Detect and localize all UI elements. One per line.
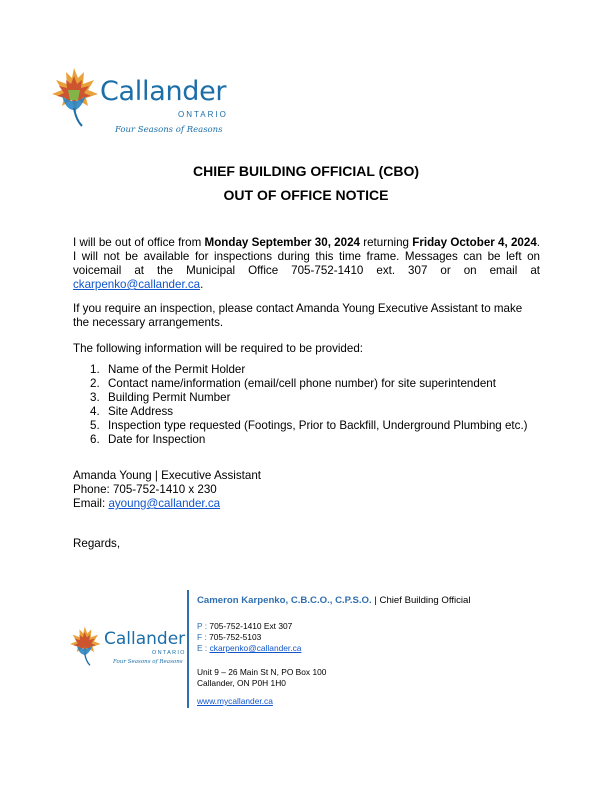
closing-regards: Regards, bbox=[73, 537, 121, 550]
assistant-email-label: Email: bbox=[73, 497, 109, 510]
signature-website-row bbox=[197, 696, 273, 707]
address-line2: Callander, ON P0H 1H0 bbox=[197, 678, 286, 688]
list-item-text: Date for Inspection bbox=[108, 432, 206, 446]
fax-value: 705-752-5103 bbox=[209, 632, 262, 642]
required-info-list bbox=[73, 363, 528, 446]
signature-phone-row: P : 705-752-1410 Ext 307 bbox=[197, 621, 293, 631]
list-item: 6. Date for Inspection bbox=[90, 432, 206, 446]
signature-name-row bbox=[197, 595, 471, 606]
para1-text4: . bbox=[200, 278, 204, 291]
notice-title-line1: CHIEF BUILDING OFFICIAL (CBO) bbox=[192, 163, 420, 179]
assistant-name: Amanda Young | Executive Assistant bbox=[73, 469, 261, 482]
assistant-contact bbox=[73, 469, 261, 511]
signature-fax-row: F : 705-752-5103 bbox=[197, 632, 262, 642]
signature-logo-wordmark: Callander bbox=[104, 629, 186, 649]
signature-logo bbox=[70, 625, 185, 670]
list-item-text: Inspection type requested (Footings, Prior to Backfill, Underground Plumbing etc.) bbox=[108, 418, 528, 432]
notice-paragraph-dates bbox=[73, 236, 540, 292]
signature-logo-tagline: Four Seasons of Reasons bbox=[113, 659, 183, 665]
list-item-text: Name of the Permit Holder bbox=[108, 363, 246, 376]
signature-contact-lines bbox=[197, 621, 301, 654]
fax-label: F bbox=[197, 632, 203, 642]
para1-text1: I will be out of office from bbox=[73, 236, 205, 249]
signature-address bbox=[197, 667, 326, 689]
address-line1: Unit 9 – 26 Main St N, PO Box 100 bbox=[197, 667, 327, 677]
logo-wordmark: Callander bbox=[100, 76, 227, 107]
assistant-phone: Phone: 705-752-1410 x 230 bbox=[73, 483, 217, 496]
signature-email-row: E : ckarpenko@callander.ca bbox=[197, 643, 302, 653]
para1-text2: returning bbox=[359, 236, 413, 249]
maple-leaf-icon bbox=[70, 625, 102, 667]
signature-divider bbox=[187, 590, 189, 708]
out-date: Monday September 30, 2024 bbox=[204, 236, 360, 249]
return-date: Friday October 4, 2024 bbox=[412, 236, 537, 249]
list-item: 4. Site Address bbox=[90, 404, 174, 418]
assistant-email-row bbox=[73, 497, 261, 511]
logo-province: ONTARIO bbox=[178, 110, 228, 119]
email-label: E bbox=[197, 643, 203, 653]
list-item: 5. Inspection type requested (Footings, Prior to Backfill, Underground Plumbing etc.) bbox=[90, 418, 528, 432]
list-item: 2. Contact name/information (email/cell phone number) for site superintendent bbox=[90, 376, 496, 390]
signature-title: Chief Building Official bbox=[379, 595, 471, 606]
signature-email-link[interactable]: ckarpenko@callander.ca bbox=[209, 643, 302, 653]
signature-separator: | bbox=[371, 595, 380, 606]
notice-title-line2: OUT OF OFFICE NOTICE bbox=[223, 187, 389, 203]
notice-paragraph-requirements: The following information will be required to be provided: bbox=[73, 342, 364, 355]
maple-leaf-icon bbox=[52, 66, 100, 128]
signature-name: Cameron Karpenko, C.B.C.O., C.P.S.O. bbox=[197, 595, 372, 606]
website-link[interactable]: www.mycallander.ca bbox=[197, 696, 273, 706]
phone-label: P bbox=[197, 621, 203, 631]
logo-tagline: Four Seasons of Reasons bbox=[115, 125, 223, 135]
para1-text3: . I will not be available for inspections during this time frame. Messages can be left on voicemail at the Municipal Office 705-752-1410 ext. 307 or on email at bbox=[73, 236, 540, 277]
list-item: 1. Name of the Permit Holder bbox=[90, 363, 246, 376]
callander-logo bbox=[52, 66, 232, 138]
list-item-text: Site Address bbox=[108, 404, 174, 418]
list-item: 3. Building Permit Number bbox=[90, 390, 231, 404]
signature-logo-province: ONTARIO bbox=[152, 650, 186, 656]
notice-paragraph-contact: If you require an inspection, please contact Amanda Young Executive Assistant to make the necessary arrangements. bbox=[73, 302, 523, 329]
assistant-email-link[interactable]: ayoung@callander.ca bbox=[108, 497, 221, 510]
phone-value: 705-752-1410 Ext 307 bbox=[209, 621, 293, 631]
cbo-email-link[interactable]: ckarpenko@callander.ca bbox=[73, 278, 201, 291]
list-item-text: Building Permit Number bbox=[108, 390, 231, 404]
list-item-text: Contact name/information (email/cell phone number) for site superintendent bbox=[108, 376, 496, 390]
